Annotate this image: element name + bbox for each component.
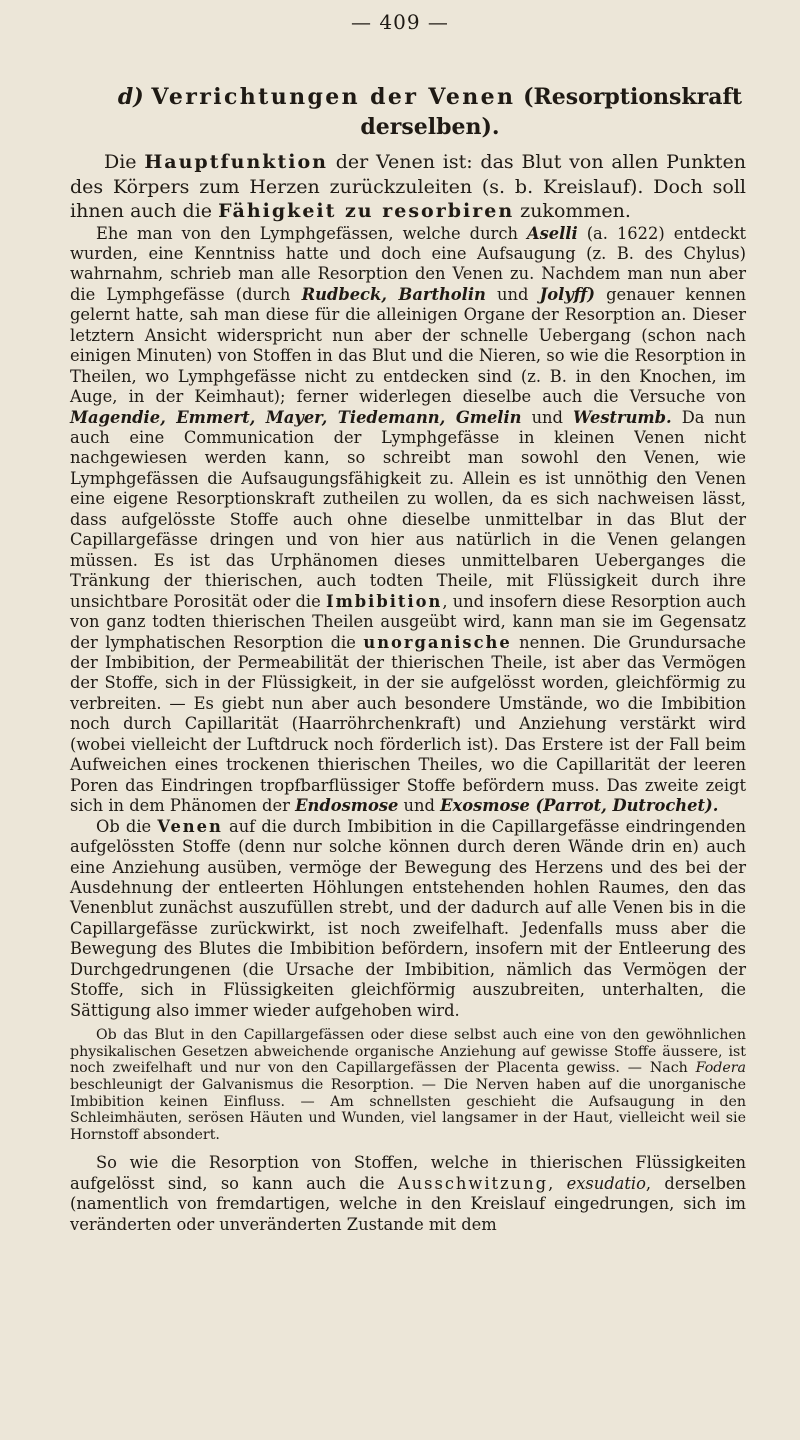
text-run: Ehe man von den Lymphgefässen, welche durch <box>96 223 527 243</box>
text-run: und <box>485 284 540 304</box>
text-run: (a. 1622) entdeckt wurden, eine Kenntniss hatte und doch eine Aufsaugung (z. B. des Chylus) wahrnahm, schrieb man alle Resorption den Venen zu. Nachdem man nun aber die Lymphgefässe (durch <box>70 223 747 304</box>
section-letter: d) <box>117 84 144 110</box>
paragraph-venous-attraction <box>70 817 746 1022</box>
text-run: , derselben (namentlich von fremdartigen, welche in den Kreislauf eingedrungen, sich im veränderten oder unveränderten Zustande mit dem <box>70 1173 746 1234</box>
text-run: auf die durch Imbibition in die Capillargefässe eindringenden aufgelössten Stoffe (denn nur solche können durch deren Wände drin en) auch eine Anziehung ausüben, vermöge der Bewegung des Herzens und des bei der Ausdehnung der entleerten Höhlungen entstehenden hohlen Raumes, den das Venenblut zunächst auszufüllen strebt, und der dadurch auf alle Venen bis in die Capillargefässe zurückwirkt, ist noch zweifelhaft. Jedenfalls muss aber die Bewegung des Blutes die Imbibition befördern, insofern mit der Entleerung des Durchgedrungenen (die Ursache der Imbibition, nämlich das Vermögen der Stoffe, sich in Flüssigkeiten gleichförmig auszubreiten, unterhalten, die Sättigung also immer wieder aufgehoben wird. <box>70 816 746 1020</box>
text-run: Ob das Blut in den Capillargefässen oder diese selbst auch eine von den gewöhnlichen physikalischen Gesetzen abweichende organische Anziehung auf gewisse Stoffe äussere, ist noch zweifelhaft und nur von den Capillargefässen der Placenta gewiss. — Nach <box>70 1027 746 1077</box>
term-italic: Endosmose <box>295 796 399 816</box>
emphasis-spaced: Fähigkeit zu resorbiren <box>218 200 515 222</box>
small-print-note <box>70 1027 746 1143</box>
text-run: und <box>398 796 441 816</box>
text-run: beschleunigt der Galvanismus die Resorption. — Die Nerven haben auf die unorganische Imbibition keinen Einfluss. — Am schnellsten geschieht die Aufsaugung in den Schleimhäuten, serösen Häuten und Wunden, viel langsamer in der Haut, vielleicht weil sie Hornstoff absondert. <box>70 1076 746 1143</box>
author-name: Fodera <box>695 1060 746 1077</box>
emphasis-spaced: Venen <box>157 816 223 836</box>
text-run: und <box>521 407 573 427</box>
author-name: Rudbeck, Bartholin <box>301 284 486 304</box>
author-name: Jolyff) <box>539 284 595 304</box>
text-run: , und insofern diese Resorption auch von ganz todten thierischen Theilen ausgeübt wird, kann man sie im Gegensatz der lymphatischen Resorption die <box>70 591 747 652</box>
text-run: Da nun auch eine Communication der Lymphgefässe in kleinen Venen nicht nachgewiesen werden kann, so schreibt man sowohl den Venen, wie Lymphgefässen die Aufsaugungsfähigkeit zu. Allein es ist unnöthig den Venen eine eigene Resorptionskraft zutheilen zu wollen, da es sich nachweisen lässt, dass aufgelösste Stoffe auch ohne dieselbe unmittelbar in das Blut der Capillargefässe dringen und von hier aus natürlich in die Venen gelangen müssen. Es ist das Urphänomen dieses unmittelbaren Ueberganges die Tränkung der thierischen, auch todten Theile, mit Flüssigkeit durch ihre unsichtbare Porosität oder die <box>70 407 746 611</box>
text-run: , <box>548 1173 567 1193</box>
page-number: — 409 — <box>351 10 449 34</box>
author-name: Westrumb. <box>573 407 672 427</box>
paragraph-exsudation <box>70 1153 746 1235</box>
text-run: So wie die Resorption von Stoffen, welche in thierischen Flüssigkeiten aufgelösst sind, so kann auch die <box>70 1153 746 1193</box>
author-name: Aselli <box>526 223 578 243</box>
emphasis-spaced: unorganische <box>363 632 512 652</box>
text-run: genauer kennen gelernt hatte, sah man diese für die alleinigen Organe der Resorption an. Dieser letztern Ansicht widerspricht nun aber der schnelle Uebergang (schon nach einigen Minuten) von Stoffen in das Blut und die Nieren, so wie die Resorption in Theilen, wo Lymphgefässe nicht zu entdecken sind (z. B. in den Knochen, im Auge, in der Keimhaut); ferner widerlegen dieselbe auch die Versuche von <box>70 284 746 407</box>
section-title: Verrichtungen der Venen <box>151 84 516 110</box>
paragraph-resorption-history <box>70 224 746 817</box>
section-heading <box>110 82 750 142</box>
term-italic: exsudatio <box>566 1173 646 1193</box>
text-run: der Venen ist: das Blut von allen Punkten des Körpers zum Herzen zurückzuleiten (s. b. Kreislauf). Doch soll ihnen auch die <box>70 151 746 222</box>
emphasis-spaced: Hauptfunktion <box>144 151 328 173</box>
text-run: nennen. Die Grundursache der Imbibition, der Permeabilität der thierischen Theile, ist aber das Vermögen der Stoffe, sich in der Flüssigkeit, in der sie aufgelösst worden, gleichförmig zu verbreiten. — Es giebt nun aber auch besondere Umstände, wo die Imbibition noch durch Capillarität (Haarröhrchenkraft) und Anziehung verstärkt wird (wobei vielleicht der Luftdruck noch förderlich ist). Das Erstere ist der Fall beim Aufweichen eines trockenen thierischen Theiles, wo die Capillarität der leeren Poren das Eindringen tropfbarflüssiger Stoffe befördern muss. Das zweite zeigt sich in dem Phänomen der <box>70 632 746 816</box>
lead-paragraph <box>70 150 746 224</box>
text-run: Die <box>104 151 145 173</box>
emphasis-spaced: Ausschwitzung <box>397 1173 549 1193</box>
main-text <box>70 150 746 1235</box>
section-subtitle: (Resorptionskraft derselben). <box>360 84 743 140</box>
author-name: Magendie, Emmert, Mayer, Tiedemann, Gmelin <box>70 407 522 427</box>
text-run: Ob die <box>96 816 158 836</box>
text-run: zukommen. <box>514 200 631 222</box>
term-italic: Exosmose (Parrot, Dutrochet). <box>440 796 719 816</box>
emphasis-spaced: Imbibition <box>325 591 443 611</box>
